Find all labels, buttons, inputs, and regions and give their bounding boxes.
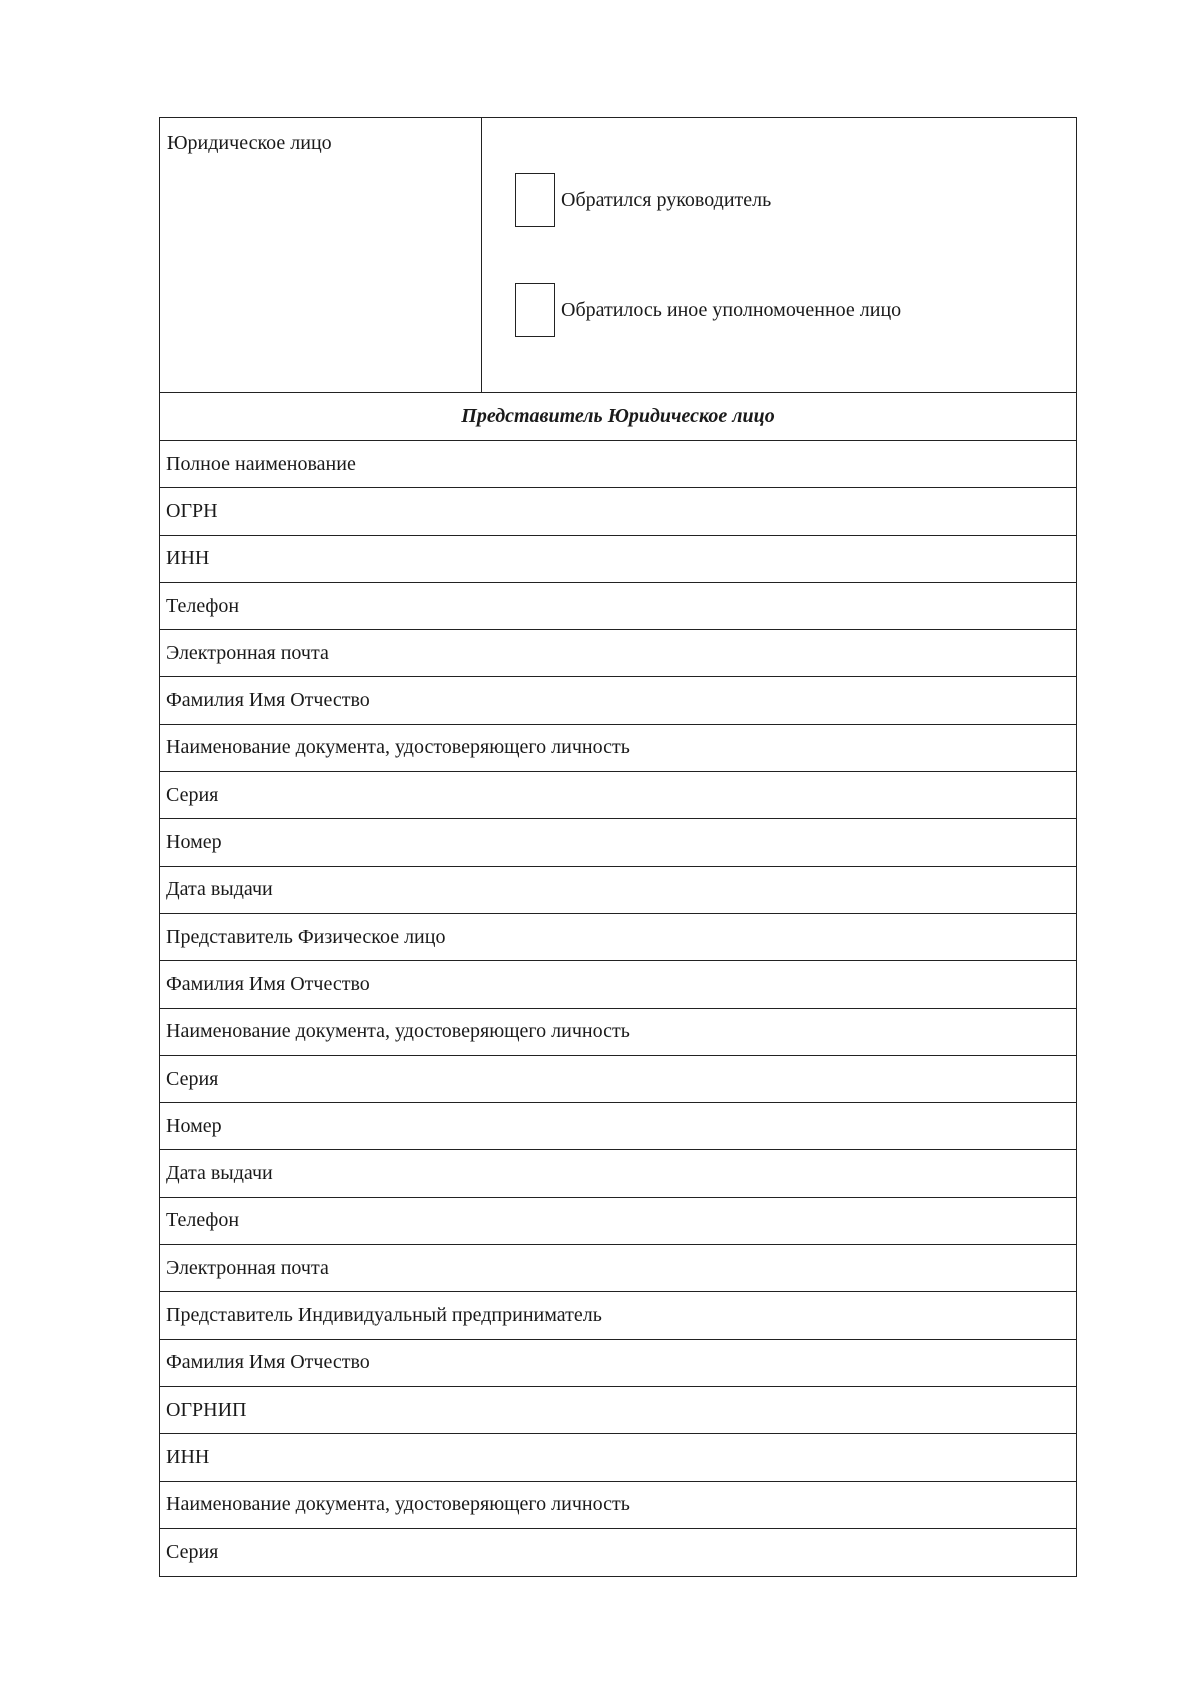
form-row[interactable]: Фамилия Имя Отчество: [160, 677, 1076, 724]
form-row[interactable]: Телефон: [160, 583, 1076, 630]
form-row[interactable]: Полное наименование: [160, 441, 1076, 488]
option-authorized-person-applied[interactable]: [515, 283, 901, 337]
form-row[interactable]: Фамилия Имя Отчество: [160, 1340, 1076, 1387]
form-row[interactable]: Номер: [160, 1103, 1076, 1150]
form-row[interactable]: Дата выдачи: [160, 1150, 1076, 1197]
form-row[interactable]: Серия: [160, 772, 1076, 819]
head-applied-checkbox[interactable]: [515, 173, 555, 227]
applicant-type-label: Юридическое лицо: [160, 118, 482, 392]
head-applied-label: Обратился руководитель: [561, 188, 772, 211]
form-row[interactable]: Фамилия Имя Отчество: [160, 961, 1076, 1008]
form-row[interactable]: Серия: [160, 1056, 1076, 1103]
form-row[interactable]: Наименование документа, удостоверяющего личность: [160, 1009, 1076, 1056]
form-row[interactable]: ИНН: [160, 536, 1076, 583]
form-row[interactable]: Электронная почта: [160, 1245, 1076, 1292]
section-header: Представитель Юридическое лицо: [160, 393, 1076, 441]
form-row[interactable]: Дата выдачи: [160, 867, 1076, 914]
authorized-person-checkbox[interactable]: [515, 283, 555, 337]
form-row[interactable]: ОГРН: [160, 488, 1076, 535]
form-row[interactable]: Серия: [166, 1540, 219, 1563]
form-row[interactable]: ИНН: [160, 1434, 1076, 1481]
form-row[interactable]: ОГРНИП: [160, 1387, 1076, 1434]
option-head-applied[interactable]: [515, 173, 771, 227]
form-row[interactable]: Наименование документа, удостоверяющего личность: [160, 1482, 1076, 1529]
form-row[interactable]: Номер: [160, 819, 1076, 866]
authorized-person-label: Обратилось иное уполномоченное лицо: [561, 298, 902, 321]
form-row[interactable]: Представитель Индивидуальный предприниматель: [160, 1292, 1076, 1339]
applicant-options: [482, 118, 1076, 392]
form-row[interactable]: Представитель Физическое лицо: [160, 914, 1076, 961]
form-row[interactable]: Телефон: [160, 1198, 1076, 1245]
form-rows: [160, 441, 1076, 1576]
form-row[interactable]: Наименование документа, удостоверяющего личность: [160, 725, 1076, 772]
form-row[interactable]: Электронная почта: [160, 630, 1076, 677]
applicant-form: [159, 117, 1077, 1577]
applicant-type-block: [160, 118, 1076, 393]
